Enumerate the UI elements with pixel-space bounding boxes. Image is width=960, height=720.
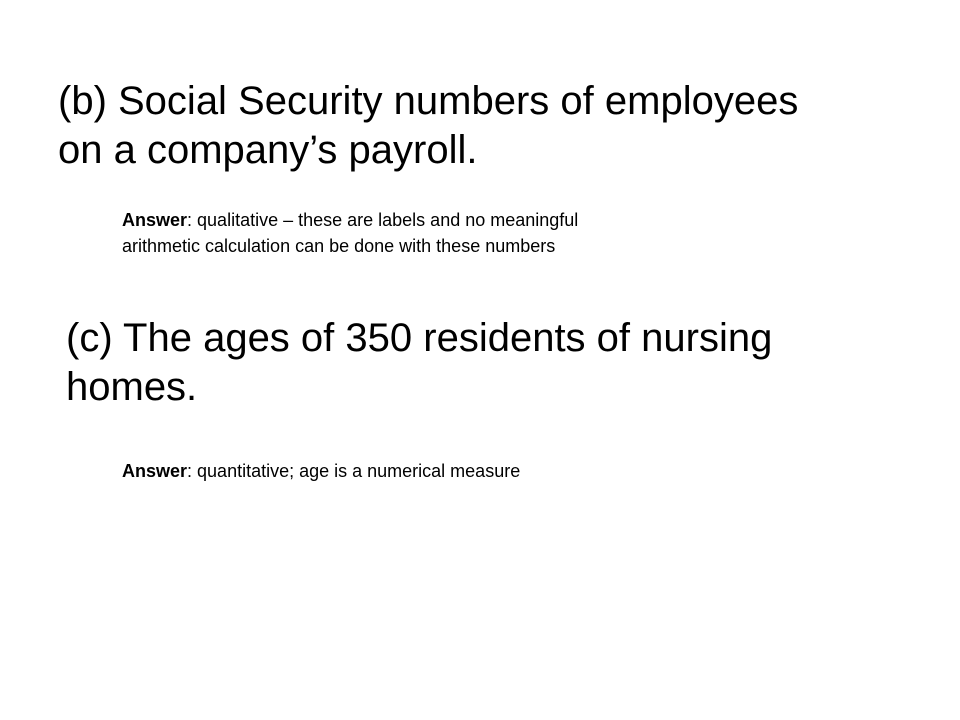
answer-c-label: Answer	[122, 461, 188, 481]
question-b-line-1: (b) Social Security numbers of employees	[58, 79, 799, 123]
answer-b-text-1: : qualitative – these are labels and no meaningful	[187, 210, 579, 230]
question-c	[66, 314, 926, 412]
answer-c-line	[122, 458, 842, 484]
question-b	[58, 77, 918, 175]
answer-b-line-2: arithmetic calculation can be done with these numbers	[122, 236, 556, 256]
question-b-line-2: on a company’s payroll.	[58, 128, 478, 172]
answer-b	[122, 207, 842, 259]
answer-b-line-1	[122, 207, 842, 233]
answer-c-text: : quantitative; age is a numerical measure	[187, 461, 521, 481]
answer-c	[122, 458, 842, 484]
question-c-line-2: homes.	[66, 365, 198, 409]
question-c-line-1: (c) The ages of 350 residents of nursing	[66, 316, 773, 360]
answer-b-label: Answer	[122, 210, 188, 230]
